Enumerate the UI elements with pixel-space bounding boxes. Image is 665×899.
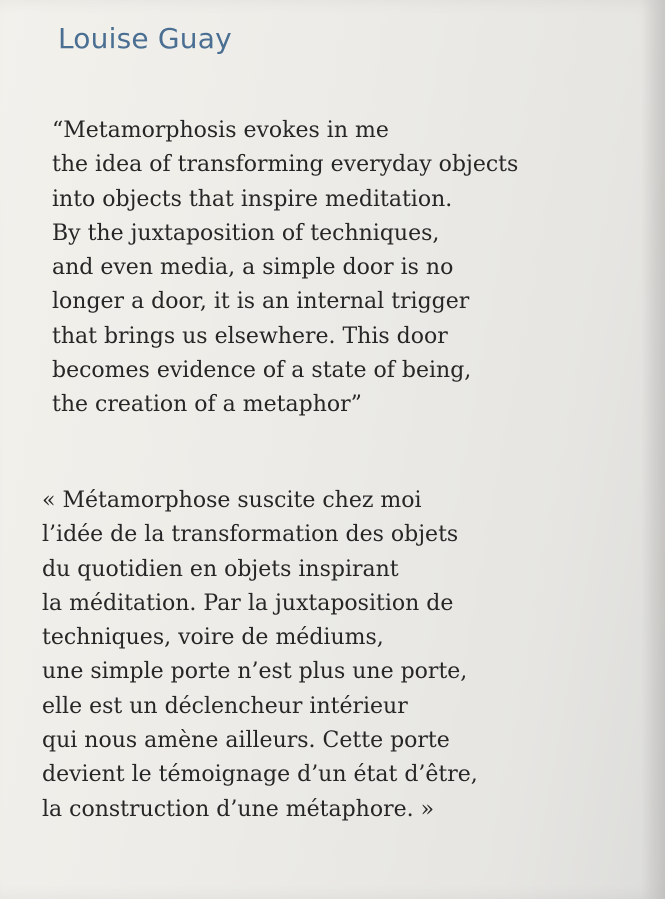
quote-line: that brings us elsewhere. This door xyxy=(52,323,448,349)
quote-line: la construction d’une métaphore. » xyxy=(42,796,435,822)
quote-line: la méditation. Par la juxtaposition de xyxy=(42,590,454,616)
quote-line: longer a door, it is an internal trigger xyxy=(52,289,470,315)
quote-line: becomes evidence of a state of being, xyxy=(52,358,472,384)
quote-line: the idea of transforming everyday objects xyxy=(52,152,519,178)
quote-line: “Metamorphosis evokes in me xyxy=(52,118,389,143)
card-edge-shadow xyxy=(641,0,665,899)
quote-line: l’idée de la transformation des objets xyxy=(42,522,459,548)
quote-line: devient le témoignage d’un état d’être, xyxy=(42,762,478,788)
quote-line: qui nous amène ailleurs. Cette porte xyxy=(42,728,450,754)
quote-line: techniques, voire de médiums, xyxy=(42,625,384,651)
quote-line: « Métamorphose suscite chez moi xyxy=(42,488,422,513)
quote-line: and even media, a simple door is no xyxy=(52,255,454,281)
quote-line: into objects that inspire meditation. xyxy=(52,186,453,212)
artist-name: Louise Guay xyxy=(58,22,232,55)
quote-line: the creation of a metaphor” xyxy=(52,392,362,418)
french-quote xyxy=(42,484,478,827)
quote-line: elle est un déclencheur intérieur xyxy=(42,693,408,719)
english-quote xyxy=(52,114,518,423)
quote-line: une simple porte n’est plus une porte, xyxy=(42,659,468,685)
quote-line: By the juxtaposition of techniques, xyxy=(52,220,440,246)
quote-line: du quotidien en objets inspirant xyxy=(42,556,399,582)
